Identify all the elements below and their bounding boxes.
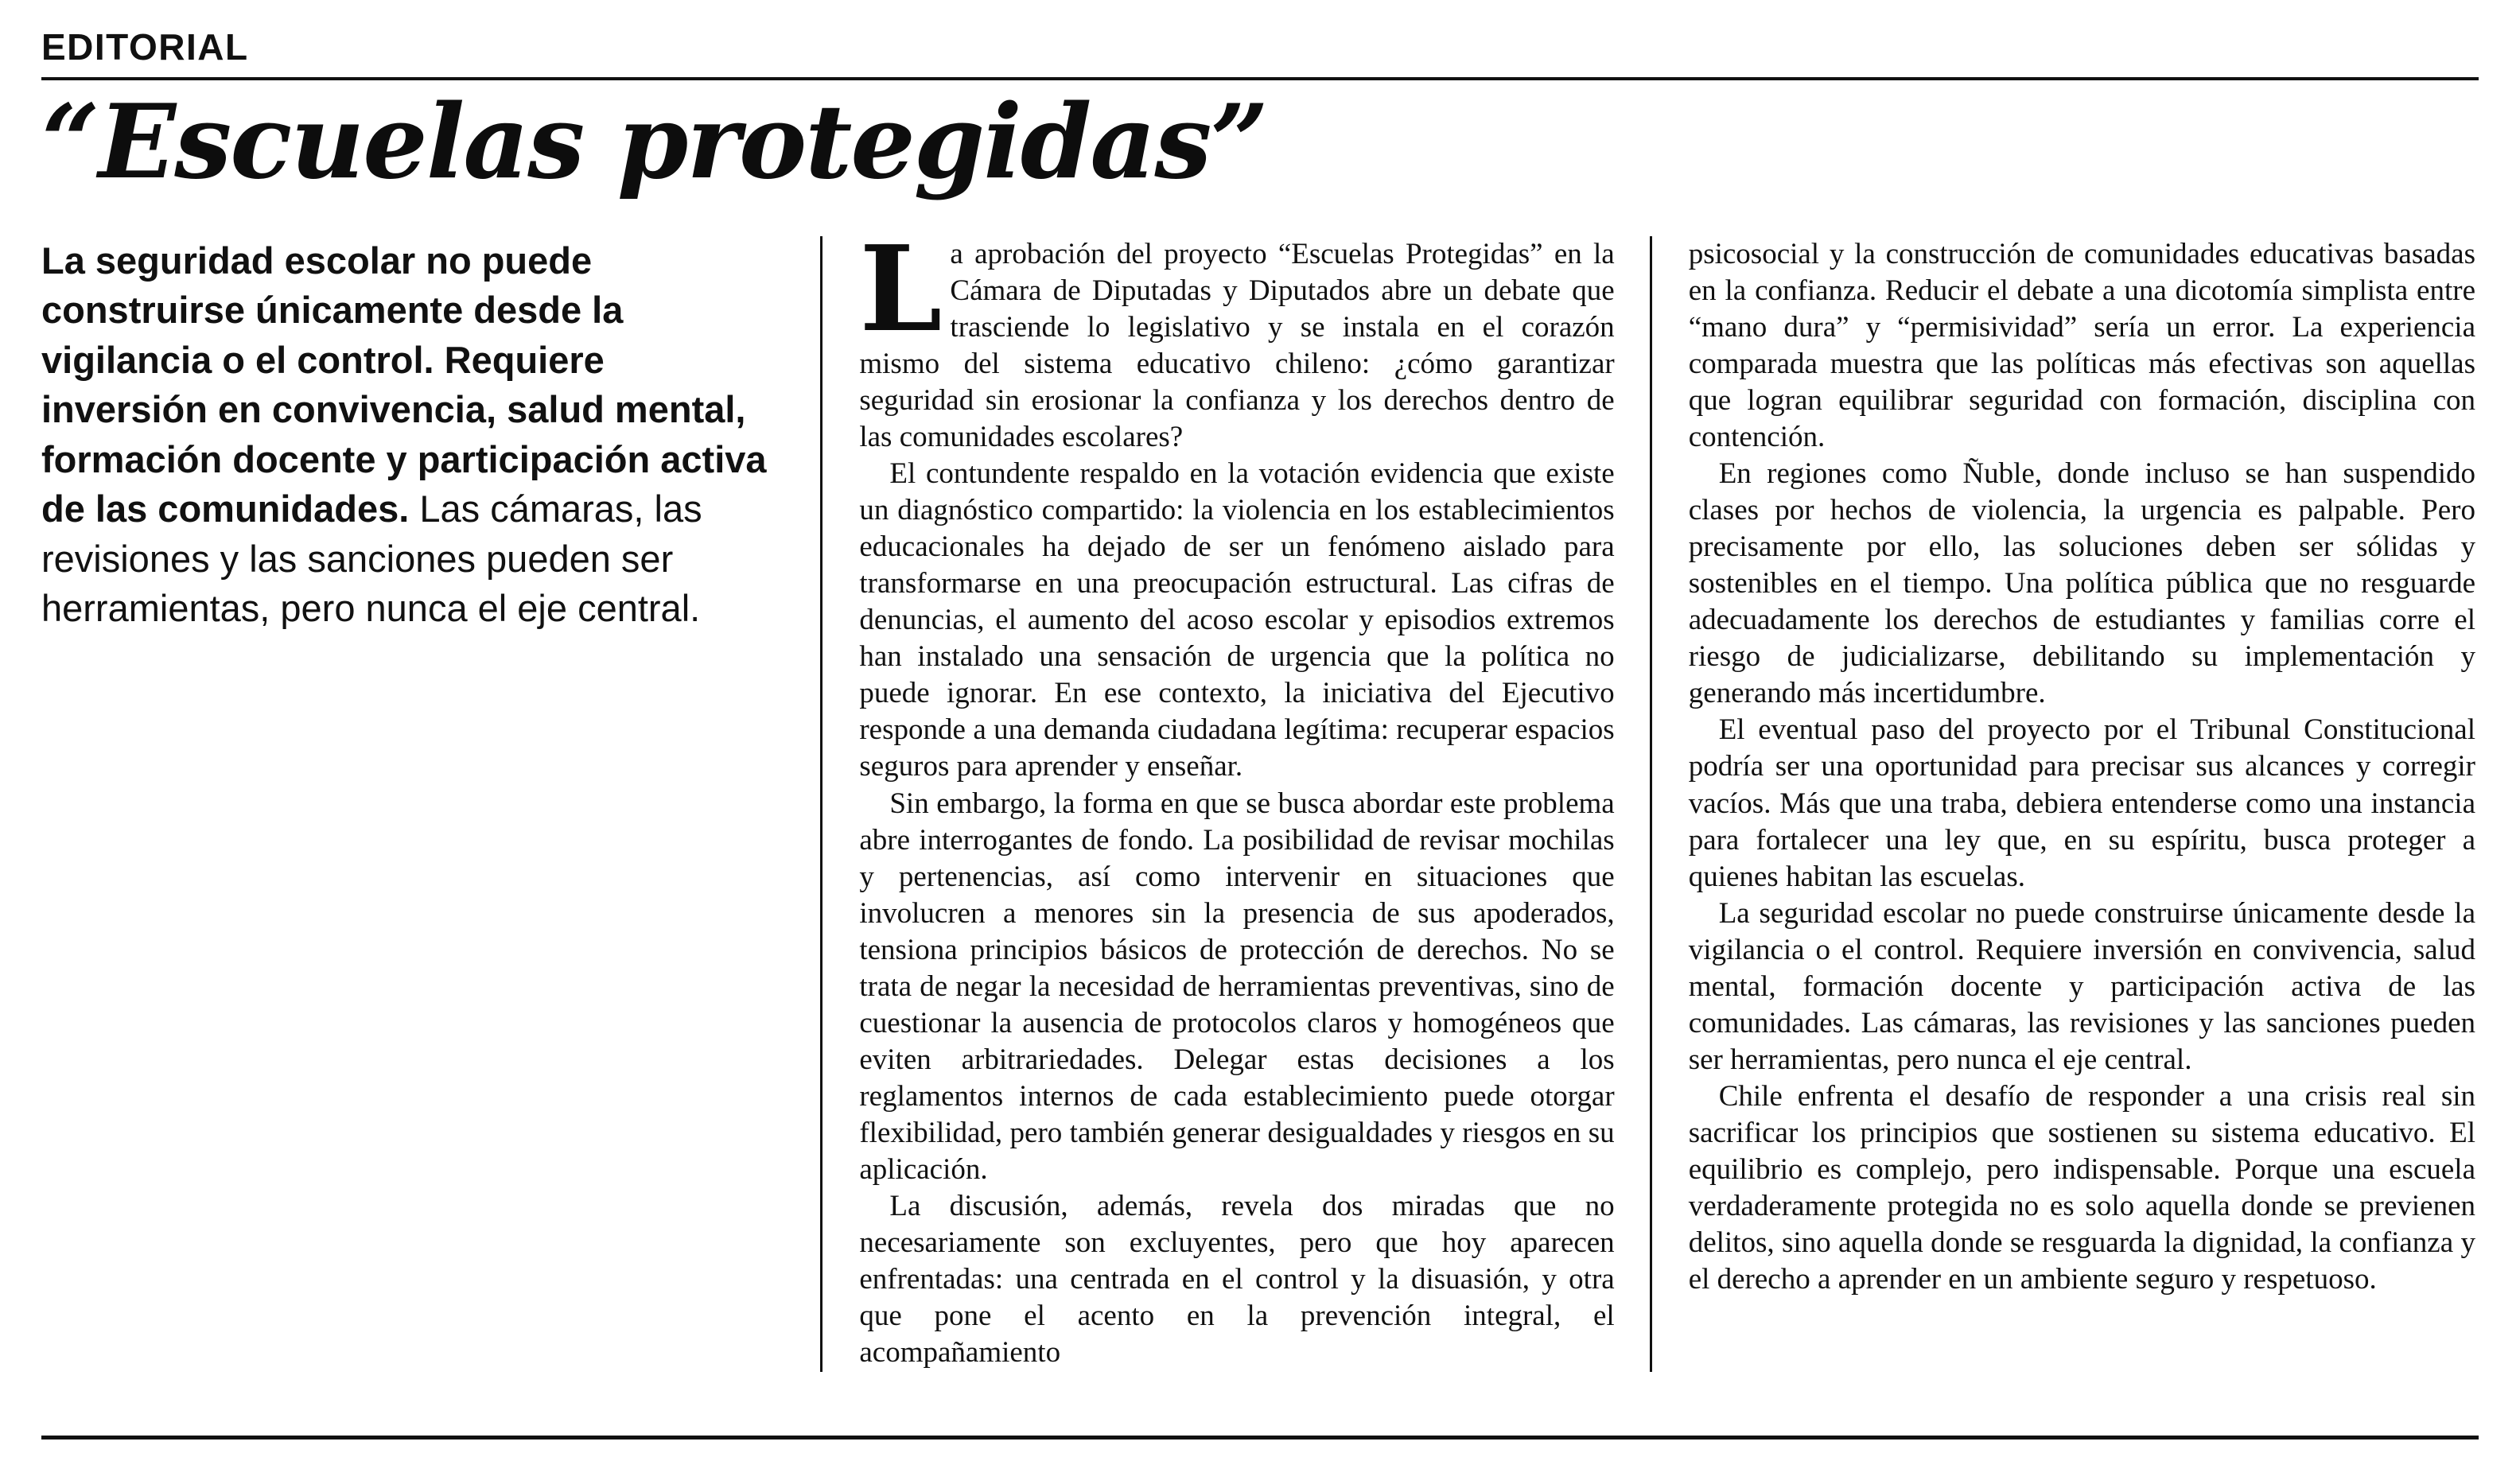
paragraph: psicosocial y la construcción de comunidades educativas basadas en la confianza. Reducir el debate a una dicotomía simplista entre “mano dura” y “permisividad” sería un error. La experiencia comparada muestra que las políticas más efectivas son aquellas que logran equilibrar seguridad con formación, disciplina con contención. xyxy=(1688,237,2475,453)
paragraph: La seguridad escolar no puede construirse únicamente desde la vigilancia o el control. Requiere inversión en convivencia, salud mental, formación docente y participación activa de las comunidades. Las cámaras, las revisiones y las sanciones pueden ser herramientas, pero nunca el eje central. xyxy=(1688,896,2475,1076)
body-column-two xyxy=(1652,236,2479,1372)
paragraph: La discusión, además, revela dos miradas que no necesariamente son excluyentes, pero que hoy aparecen enfrentadas: una centrada en el control y la disuasión, y otra que pone el acento en la prevención integral, el acompañamiento xyxy=(859,1190,1615,1370)
article-columns xyxy=(41,219,2479,1372)
drop-cap: L xyxy=(859,219,943,358)
paragraph-text: a aprobación del proyecto “Escuelas Protegidas” en la Cámara de Diputadas y Diputados abre un debate que trasciende lo legislativo y se instala en el corazón mismo del sistema educativo chileno: ¿cómo garantizar seguridad sin erosionar la confianza y los derechos dentro de las comunidades escolares? xyxy=(859,237,1615,453)
paragraph: El eventual paso del proyecto por el Tribunal Constitucional podría ser una oportunidad para precisar sus alcances y corregir vacíos. Más que una traba, debiera entenderse como una instancia para fortalecer una ley que, en su espíritu, busca proteger a quienes habitan las escuelas. xyxy=(1688,713,2475,893)
paragraph: En regiones como Ñuble, donde incluso se han suspendido clases por hechos de violencia, la urgencia es palpable. Pero precisamente por ello, las soluciones deben ser sólidas y sostenibles en el tiempo. Una política pública que no resguarde adecuadamente los derechos de estudiantes y familias corre el riesgo de judicializarse, debilitando su implementación y generando más incertidumbre. xyxy=(1688,457,2475,710)
paragraph: El contundente respaldo en la votación evidencia que existe un diagnóstico compartido: la violencia en los establecimientos educacionales ha dejado de ser un fenómeno aislado para transformarse en una preocupación estructural. Las cifras de denuncias, el aumento del acoso escolar y episodios extremos han instalado una sensación de urgencia que la política no puede ignorar. En ese contexto, la iniciativa del Ejecutivo responde a una demanda ciudadana legítima: recuperar espacios seguros para aprender y enseñar. xyxy=(859,457,1615,783)
paragraph xyxy=(859,219,1615,456)
body-text-two xyxy=(1689,236,2475,1299)
lead-bold-text: La seguridad escolar no puede construirse únicamente desde la vigilancia o el control. Requiere inversión en convivencia, salud mental, formación docente y participación activa de las comunidades. xyxy=(41,239,767,530)
lead-rest-text: Las cámaras, las revisiones y las sanciones pueden ser herramientas, pero nunca el eje central. xyxy=(41,488,702,630)
body-text-one xyxy=(859,219,1615,1372)
lead-paragraph xyxy=(41,236,772,634)
paragraph: Chile enfrenta el desafío de responder a una crisis real sin sacrificar los principios que sostienen su sistema educativo. El equilibrio es complejo, pero indispensable. Porque una escuela verdaderamente protegida no es solo aquella donde se previenen delitos, sino aquella donde se resguarda la dignidad, la confianza y el derecho a aprender en un ambiente seguro y respetuoso. xyxy=(1688,1080,2475,1296)
page-title: “Escuelas protegidas” xyxy=(41,82,1267,202)
section-kicker: EDITORIAL xyxy=(41,26,249,68)
paragraph: Sin embargo, la forma en que se busca abordar este problema abre interrogantes de fondo. La posibilidad de revisar mochilas y pertenencias, así como intervenir en situaciones que involucren a menores sin la presencia de sus apoderados, tensiona principios básicos de protección de derechos. No se trata de negar la necesidad de herramientas preventivas, sino de cuestionar la ausencia de protocolos claros y homogéneos que eviten arbitrariedades. Delegar estas decisiones a los reglamentos internos de cada establecimiento puede otorgar flexibilidad, pero también generar desigualdades y riesgos en su aplicación. xyxy=(859,787,1615,1187)
bottom-divider-rule xyxy=(41,1436,2479,1440)
top-divider-rule xyxy=(41,77,2479,80)
lead-column xyxy=(41,236,820,1372)
body-column-one xyxy=(822,219,1649,1372)
